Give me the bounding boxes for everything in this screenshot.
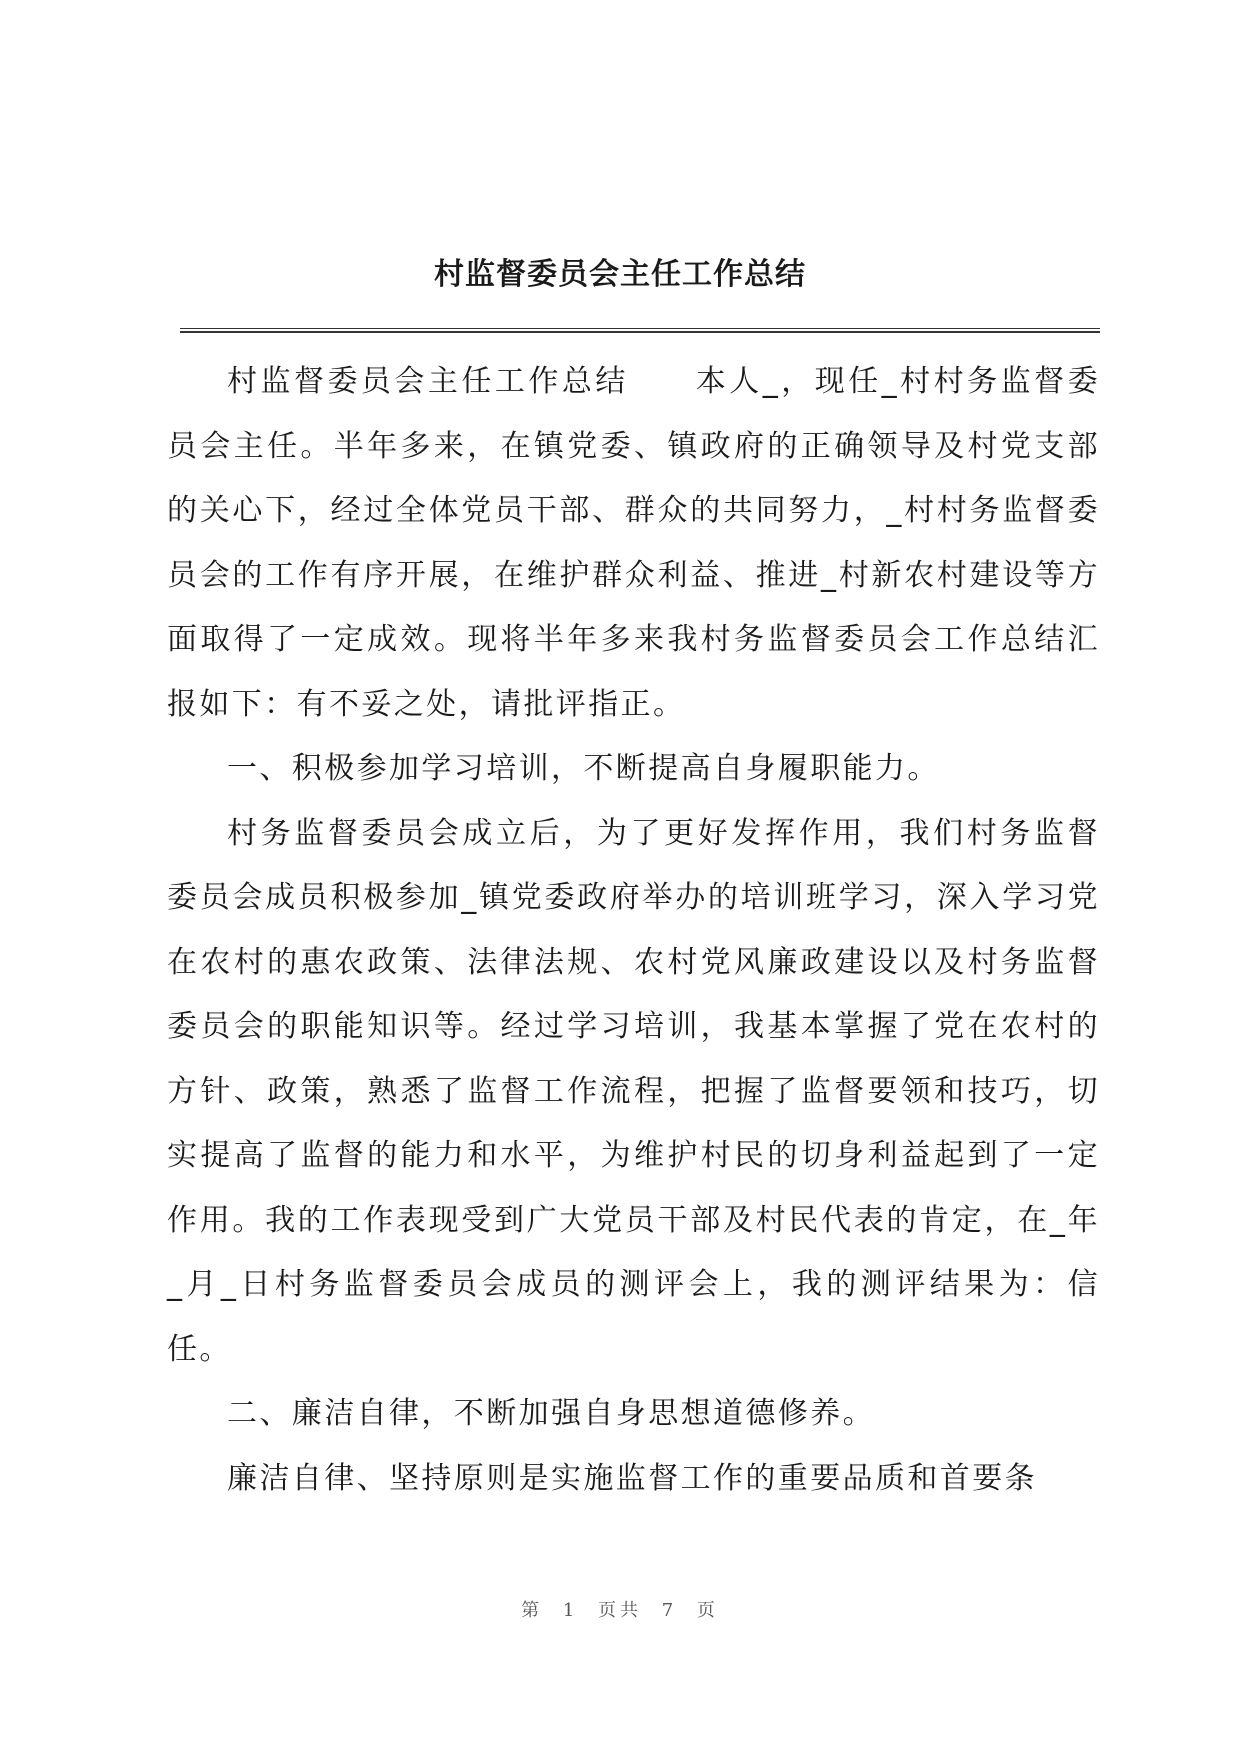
- page-number-footer: 第 1 页共 7 页: [521, 1600, 719, 1621]
- section-heading-1: 一、积极参加学习培训，不断提高自身履职能力。: [227, 751, 940, 786]
- paragraph-section-2: 廉洁自律、坚持原则是实施监督工作的重要品质和首要条: [227, 1460, 1037, 1496]
- document-body: [167, 350, 1100, 1511]
- document-title: 村监督委员会主任工作总结: [434, 257, 806, 292]
- paragraph-section-1: 村务监督委员会成立后，为了更好发挥作用，我们村务监督委员会成员积极参加_镇党委政府举办的培训班学习，深入学习党在农村的惠农政策、法律法规、农村党风廉政建设以及村务监督委员会的职能知识等。经过学习培训，我基本掌握了党在农村的方针、政策，熟悉了监督工作流程，把握了监督要领和技巧，切实提高了监督的能力和水平，为维护村民的切身利益起到了一定作用。我的工作表现受到广大党员干部及村民代表的肯定，在_年_月_日村务监督委员会成员的测评会上，我的测评结果为：信任。: [167, 815, 1100, 1367]
- title-double-rule: [180, 328, 1100, 333]
- paragraph-intro: 村监督委员会主任工作总结 本人_，现任_村村务监督委员会主任。半年多来，在镇党委、镇政府的正确领导及村党支部的关心下，经过全体党员干部、群众的共同努力，_村村务监督委员会的工作有序开展，在维护群众利益、推进_村新农村建设等方面取得了一定成效。现将半年多来我村务监督委员会工作总结汇报如下：有不妥之处，请批评指正。: [167, 364, 1100, 722]
- section-heading-2: 二、廉洁自律，不断加强自身思想道德修养。: [227, 1396, 875, 1431]
